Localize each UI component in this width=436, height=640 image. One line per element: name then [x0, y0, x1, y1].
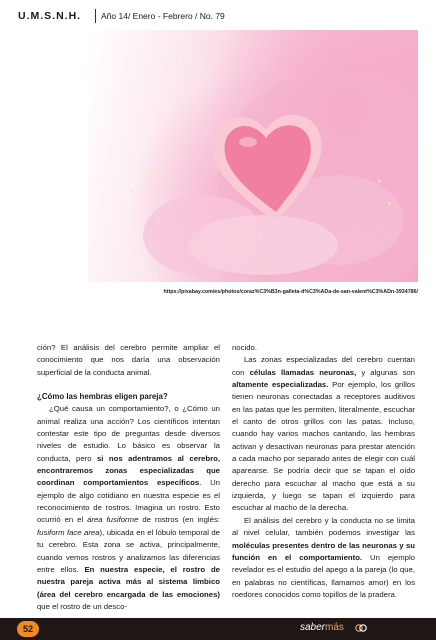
page-number: 52 — [17, 621, 39, 637]
text-run: Las zonas especializadas del cerebro cuentan con — [232, 355, 415, 377]
saber-mas-logo — [300, 622, 344, 633]
header-separator — [95, 9, 96, 23]
logo-text: saber — [300, 622, 326, 633]
sparkle — [148, 170, 151, 173]
text-run: y algunas son — [356, 367, 415, 377]
bold-text: altamente especializadas. — [232, 380, 329, 390]
text-run: que el rostro de un desco- — [37, 601, 128, 611]
hands-shape — [188, 215, 338, 275]
text-run: . Un ejemplo de algo cotidiano en nuestra especie es el reconocimiento de rostros. Imagina un rostro. Esto ocurrió en el — [37, 478, 220, 525]
paragraph: ción? El análisis del cerebro permite ampliar el conocimiento que nos daría una observación superficial de la conducta animal. — [37, 343, 220, 377]
bold-text: si nos adentramos al cerebro, encontraremos zonas especializadas que coordinan comportamientos específicos — [37, 453, 220, 488]
sparkle — [130, 190, 133, 193]
bold-text: células llamadas neuronas, — [249, 367, 357, 377]
paragraph — [232, 515, 415, 601]
italic-text: fusiform face area — [37, 527, 100, 537]
hero-image — [88, 30, 418, 282]
text-run: ¿Qué causa un comportamiento?, o ¿Cómo un animal realiza una acción? Los científicos intentan contestar este tipo de preguntas desde diversos niveles de estudio. Lo básico es observar la conducta, pero — [37, 404, 220, 463]
page-footer — [0, 618, 436, 640]
sparkle — [378, 180, 381, 183]
text-run: Por ejemplo, los grillos tienen neuronas conectadas a receptores auditivos en las patas que les permiten, literalmente, escuchar el canto de otros grillos con las patas. Incluso, cuando hay varios machos cantando, las hembras activan y desactivan neuronas para prestar atención a cada macho por separado antes de elegir con cuál aparearse. Se podría decir que se tapan el oído derecho para escuchar al macho que está a su izquierda, y luego se tapan el izquierdo para escuchar al macho de la derecha. — [232, 380, 415, 513]
image-caption: https://pixabay.com/es/photos/coraz%C3%B3n-galleta-d%C3%ADa-de-san-valent%C3%ADn-3934786/ — [163, 289, 418, 295]
journal-name: U.M.S.N.H. — [18, 10, 82, 22]
issue-info: Año 14/ Enero - Febrero / No. 79 — [101, 11, 225, 21]
text-run: El análisis del cerebro y la conducta no se limita al nivel celular, también podemos investigar las — [232, 515, 415, 538]
running-header — [18, 10, 418, 24]
bold-text: En nuestra especie, el rostro de nuestra pareja activa más al sistema límbico (área del cerebro encargada de las emociones) — [37, 564, 220, 599]
paragraph — [37, 403, 220, 613]
text-run: ), ubicada en el lóbulo temporal de tu cerebro. Esta zona se activa, principalmente, cuando vemos rostros y analizamos las diferencias entre ellos. — [37, 527, 220, 574]
right-column — [232, 342, 415, 601]
left-column — [37, 342, 220, 613]
paragraph — [232, 354, 415, 514]
text-run: de rostros (en inglés: — [138, 515, 220, 525]
section-heading: ¿Cómo las hembras eligen pareja? — [37, 392, 168, 402]
bold-text: moléculas presentes dentro de las neuronas y su función en el comportamiento. — [232, 540, 415, 562]
text-run: Un ejemplo revelador es el estudio del apego a la pareja (lo que, en palabras no científicas, llamamos amor) en los roedores conocidos como topillos de la pradera. — [232, 552, 415, 599]
logo-accent-text: más — [325, 622, 344, 633]
icing-highlight — [239, 137, 257, 147]
sparkle — [158, 220, 161, 223]
heart-cookie-illustration — [88, 30, 418, 282]
paragraph: nocido. — [232, 343, 257, 352]
logo-mark-icon — [355, 622, 367, 634]
sparkle — [388, 202, 391, 205]
italic-text: área fusiforme — [87, 515, 139, 525]
